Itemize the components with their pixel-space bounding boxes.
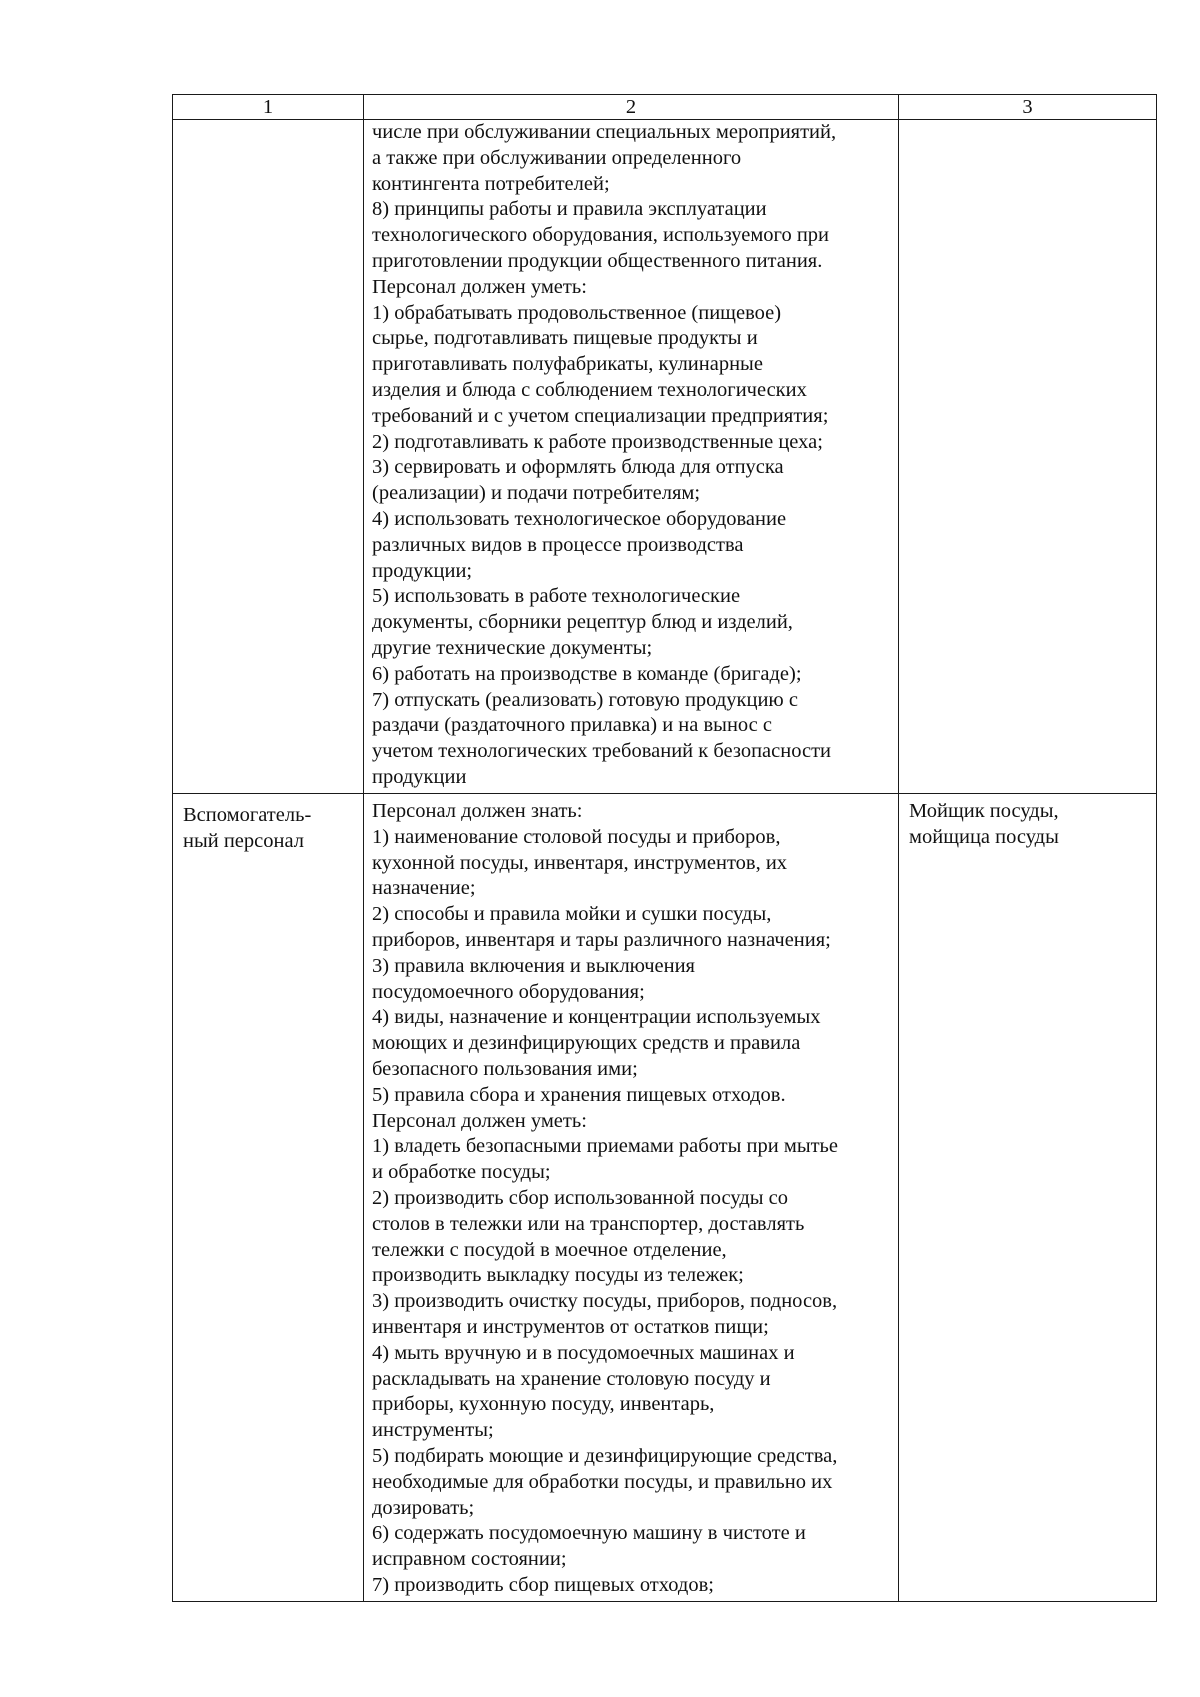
table-row [173, 120, 1157, 794]
category-cell [173, 120, 364, 794]
requirements-text: числе при обслуживании специальных мероприятий, а также при обслуживании определенного контингента потребителей; 8) принципы работы и правила эксплуатации технологического оборудования, используемого при приготовлении продукции общественного питания. Персонал должен уметь: 1) обрабатывать продовольственное (пищевое) сырье, подготавливать пищевые продукты и приготавливать полуфабрикаты, кулинарные изделия и блюда с соблюдением технологических требований и с учетом специализации предприятия; 2) подготавливать к работе производственные цеха; 3) сервировать и оформлять блюда для отпуска (реализации) и подачи потребителям; 4) использовать технологическое оборудование различных видов в процессе производства продукции; 5) использовать в работе технологические документы, сборники рецептур блюд и изделий, другие технические документы; 6) работать на производстве в команде (бригаде); 7) отпускать (реализовать) готовую продукцию с раздачи (раздаточного прилавка) и на вынос с учетом технологических требований к безопасности продукции [372, 121, 837, 788]
positions-cell [899, 794, 1157, 1602]
column-number-3: 3 [899, 95, 1157, 120]
category-cell [173, 794, 364, 1602]
positions-text: Мойщик посуды, мойщица посуды [909, 800, 1059, 848]
column-number-1: 1 [173, 95, 364, 120]
table-header-row [173, 95, 1157, 120]
requirements-cell [364, 120, 899, 794]
requirements-text: Персонал должен знать: 1) наименование столовой посуды и приборов, кухонной посуды, инвентаря, инструментов, их назначение; 2) способы и правила мойки и сушки посуды, приборов, инвентаря и тары различного назначения; 3) правила включения и выключения посудомоечного оборудования; 4) виды, назначение и концентрации используемых моющих и дезинфицирующих средств и правила безопасного пользования ими; 5) правила сбора и хранения пищевых отходов. Персонал должен уметь: 1) владеть безопасными приемами работы при мытье и обработке посуды; 2) производить сбор использованной посуды со столов в тележки или на транспортер, доставлять тележки с посудой в моечное отделение, производить выкладку посуды из тележек; 3) производить очистку посуды, приборов, подносов, инвентаря и инструментов от остатков пищи; 4) мыть вручную и в посудомоечных машинах и раскладывать на хранение столовую посуду и приборы, кухонную посуду, инвентарь, инструменты; 5) подбирать моющие и дезинфицирующие средства, необходимые для обработки посуды, и правильно их дозировать; 6) содержать посудомоечную машину в чистоте и исправном состоянии; 7) производить сбор пищевых отходов; [372, 800, 838, 1596]
requirements-cell [364, 794, 899, 1602]
table-row [173, 794, 1157, 1602]
column-number-2: 2 [364, 95, 899, 120]
positions-cell [899, 120, 1157, 794]
category-text: Вспомогатель- ный персонал [183, 804, 312, 852]
document-table [172, 94, 1157, 1602]
